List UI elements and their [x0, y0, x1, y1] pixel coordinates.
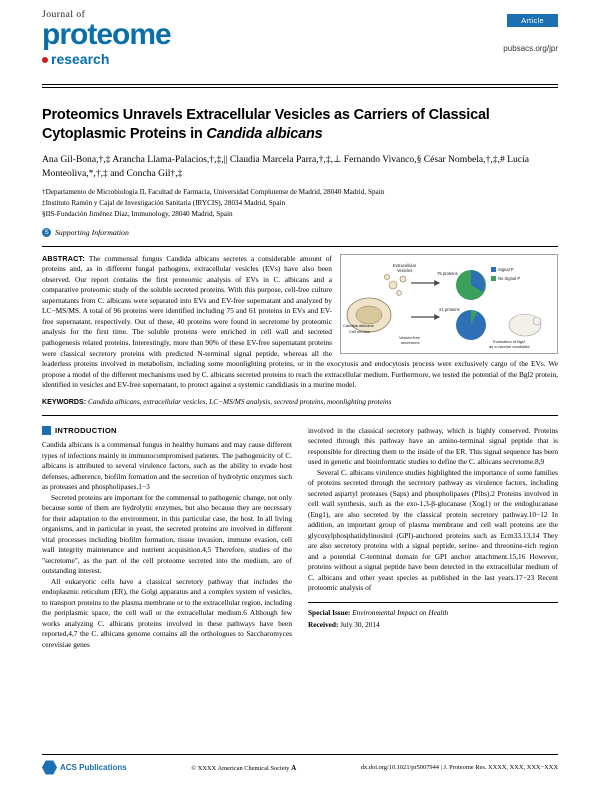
paragraph: involved in the classical secretory pathway, which is highly conserved. Proteins secreted through this pathway have an amino-terminal signal peptide that is responsible for directing them to the inside of the ER. This signal sequence has been used in genetic and bioinformatic studies to define the C. albicans secretome.8,9 — [308, 425, 558, 466]
copyright-text: © XXXX American Chemical Society — [191, 764, 290, 772]
svg-text:Vesicle-free: Vesicle-free — [399, 334, 420, 340]
header-divider — [42, 84, 558, 85]
journal-title: proteome — [42, 18, 171, 51]
received-value: July 30, 2014 — [340, 620, 380, 630]
svg-text:secretome: secretome — [401, 339, 420, 345]
keywords-label: KEYWORDS: — [42, 397, 87, 406]
svg-text:75 proteins: 75 proteins — [437, 270, 458, 276]
section-marker-icon — [42, 426, 51, 435]
keywords — [42, 397, 558, 408]
svg-text:Candida albicans: Candida albicans — [343, 322, 374, 328]
affiliation-3: §IIS-Fundación Jiménez Díaz, Immunology, 28040 Madrid, Spain — [42, 209, 233, 218]
abstract-body: The commensal fungus Candida albicans secretes a considerable amount of proteins and, as in different fungal pathogens, extracellular vesicles (EVs) have also been observed. Our report contains the first proteomic analysis of EVs in C. albicans and a comparative proteomic study of the soluble secreted proteins. With this purpose, cell-free culture supernatants from C. albicans were separated into EVs and EV-free supernatant and analyzed by LC−MS/MS. A total of 96 proteins were identified including 75 and 61 proteins in EVs and EV-free supernatant, respectively. Out of these, 40 proteins were found in secretome by proteomic analysis for the first time. The soluble proteins were enriched in cell wall and secreted pathogenesis related proteins. Interestingly, more than 90% of these EV-free supernatant proteins were classical secretory proteins with predicted N-terminal signal peptide, whereas all the leaderless proteins involved in metabolism, including some moonlighting proteins, or in the exocytosis and endocytosis process were exclusively cargo of the EVs. We propose a model of the different mechanisms used by C. albicans secreted proteins to reach the extracellular medium. Furthermore, we tested the potential of the Bgl2 protein, identified in vesicles and EV-free supernatant, to protect against a systemic candidiasis in a murine model. — [42, 253, 558, 390]
page-title — [42, 106, 558, 144]
svg-text:No Signal P: No Signal P — [498, 275, 521, 281]
supporting-information-link[interactable] — [42, 228, 558, 237]
abstract-section — [42, 246, 558, 416]
svg-text:as a vaccine candidate: as a vaccine candidate — [489, 343, 530, 349]
abstract-label: ABSTRACT: — [42, 253, 85, 263]
title-line-1: Proteomics Unravels Extracellular Vesicles as Carriers of Classical — [42, 107, 490, 123]
journal-subtitle-text: research — [51, 50, 110, 67]
paragraph: Candida albicans is a commensal fungus in healthy humans and may cause different types of infections mainly in immunocompromised patients. The pathogenicity of C. albicans is attributed to several virulence factors, such as the ability to evade host defenses, adherence, biofilm formation and the secretion of hydrolytic enzymes such as proteases and phospholipases.1−3 — [42, 440, 292, 492]
paragraph: All eukaryotic cells have a classical secretory pathway that includes the endoplasmic reticulum (ER), the Golgi apparatus and a complex system of vesicles, to transport proteins to the plasma membrane or to the extracellular region, including the periplasmic space, the cell wall or the extracellular medium.6 Although few works analyzing C. albicans proteins involved in these pathways have been reported,4,7 the C. albicans genome contains all the orthologues to Saccharomyces cerevisiae genes — [42, 576, 292, 649]
journal-logo — [42, 10, 232, 66]
column-right — [308, 426, 558, 651]
special-issue-label: Special Issue: — [308, 607, 351, 617]
received-line — [308, 620, 558, 631]
svg-text:Signal P: Signal P — [498, 266, 514, 272]
title-line-2-prefix: Cytoplasmic Proteins in — [42, 126, 207, 143]
section-heading-label: INTRODUCTION — [55, 425, 117, 435]
title-line-2-species: Candida albicans — [206, 126, 323, 143]
svg-text:Cell surface: Cell surface — [349, 328, 371, 334]
svg-text:Extracellular: Extracellular — [393, 262, 417, 268]
received-label: Received: — [308, 620, 339, 630]
info-icon: S — [42, 228, 51, 237]
svg-text:21 proteins: 21 proteins — [439, 306, 460, 312]
article-content — [0, 106, 600, 650]
page-header — [0, 0, 600, 92]
author-list: Ana Gil-Bona,†,‡ Arancha Llama-Palacios,†,‡,|| Claudia Marcela Parra,†,‡,⊥ Fernando Vivanco,§ César Nombela,†,‡,# Lucía Monteoliva,*,†,‡ and Concha Gil†,‡ — [42, 154, 529, 180]
copyright-notice — [127, 764, 361, 772]
graphical-abstract-svg — [341, 255, 557, 353]
svg-text:Evaluation of Bgl2: Evaluation of Bgl2 — [493, 338, 526, 344]
paragraph: Secreted proteins are important for the commensal to pathogenic change, not only because some of them are hydrolytic enzymes, but also because they are necessary for their adaptation to the environment, in this particular case, the host. In all living organisms, and in particular in yeast, the secreted proteins are involved in different vital processes including biofilm formation, tissue invasion, immune evasion, cell wall integrity maintenance and nutrient acquisition.4,5 Therefore, studies of the "secretome", as the part of the cell proteome secreted into the medium, are of outstanding interest. — [42, 492, 292, 576]
journal-subtitle — [42, 52, 232, 66]
graphical-abstract — [340, 254, 558, 354]
affiliation-1: †Departamento de Microbiología II, Facultad de Farmacia, Universidad Complutense de Madrid, 28040 Madrid, Spain — [42, 188, 385, 197]
keywords-list: Candida albicans, extracellular vesicles, LC−MS/MS analysis, secreted proteins, moonlighting proteins — [87, 396, 392, 406]
doi-citation: dx.doi.org/10.1021/pr5007944 | J. Proteome Res. XXXX, XXX, XXX−XXX — [360, 764, 558, 771]
acs-publications-logo — [42, 760, 127, 775]
page-footer — [42, 754, 558, 775]
special-issue-line — [308, 608, 558, 619]
red-dot-icon — [42, 57, 48, 63]
section-heading-introduction — [42, 426, 292, 437]
body-columns — [42, 426, 558, 651]
publisher-url[interactable]: pubsacs.org/jpr — [503, 44, 558, 53]
special-issue-value: Environmental Impact on Health — [352, 607, 449, 617]
acs-label: ACS Publications — [60, 763, 127, 772]
page-number: A — [291, 763, 297, 772]
supporting-information-label: Supporting Information — [55, 227, 129, 237]
header-divider-thin — [42, 87, 558, 88]
journal-line1: Journal of — [42, 10, 86, 20]
svg-text:Vesicles: Vesicles — [397, 267, 413, 273]
affiliation-2: ‡Instituto Ramón y Cajal de Investigación Sanitaria (IRYCIS), 28034 Madrid, Spain — [42, 199, 286, 207]
acs-hex-icon — [42, 760, 57, 775]
article-type-badge: Article — [507, 14, 558, 27]
column-left — [42, 426, 292, 651]
paragraph: Several C. albicans virulence studies highlighted the importance of some families of proteins secreted through the secretory pathway as virulence factors, including secreted aspartyl proteases (Saps) and phospholipases (Plbs).2 Proteins involved in cell wall synthesis, such as the exo-1,3-β-glucanase (Xog1) or the endoglucanase (Eng1), are also secreted by the classical protein secretory pathway.10−12 In addition, an important group of plasma membrane and cell wall proteins are the glycosylphosphatidylinositol (GPI)-anchored proteins such as Ecm33.13,14 They are also secretory proteins with a signal peptide, serine- and threonine-rich region and a potential C-terminal domain for GPI anchor attachment.15,16 However, proteins without a signal peptide have been detected in the extracellular medium of C. albicans and other yeast species as published in the last years.17−23 Recent proteomic analysis of — [308, 467, 558, 592]
special-issue-box — [308, 602, 558, 632]
